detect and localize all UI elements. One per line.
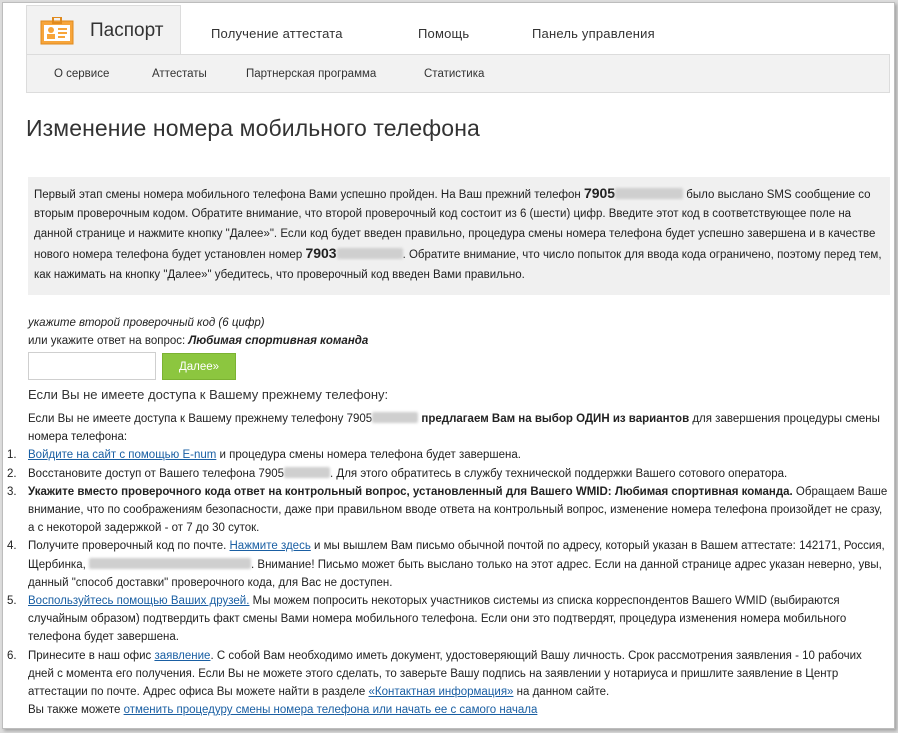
- options-intro: Если Вы не имеете доступа к Вашему прежнему телефону 7905 предлагаем Вам на выбор ОДИН из вариантов для завершения процедуры смены номера телефона:: [28, 413, 880, 444]
- application-link[interactable]: заявление: [154, 649, 211, 662]
- info-text-3: . Обратите внимание, что число попыток для ввода кода ограничено, поэтому перед тем, как нажимать на кнопку "Далее»" убедитесь, что проверочный код введен Вами правильно.: [34, 249, 882, 281]
- option-item: 6. Принесите в наш офис заявление. С собой Вам необходимо иметь документ, удостоверяющий Вашу личность. Срок рассмотрения заявления - 10 рабочих дней с момента его получения. Если Вы не можете этого сделать, то заверьте Вашу подпись на заявлении у нотариуса и пришлите заявление в Центр аттестации по почте. Адрес офиса Вы можете найти в разделе «Контактная информация» на данном сайте.: [7, 649, 862, 699]
- nav-link-help[interactable]: Помощь: [418, 26, 470, 41]
- hidden-address: [89, 558, 251, 569]
- enum-login-link[interactable]: Войдите на сайт с помощью E-num: [28, 449, 217, 462]
- new-phone-number: 7903: [305, 245, 337, 262]
- subnav-link-partner-program[interactable]: Партнерская программа: [246, 68, 377, 80]
- hidden-digits: [615, 188, 683, 199]
- info-message: [28, 177, 890, 295]
- old-phone-number: 7905: [583, 185, 616, 201]
- no-access-heading: Если Вы не имеете доступа к Вашему прежнему телефону:: [28, 387, 389, 402]
- info-text-2: было выслано SMS сообщение со вторым проверочным кодом. Обратите внимание, что второй проверочный код состоит из 6 (шести) цифр. Введите этот код в соответствующее поле на данной странице и нажмите кнопку "Далее»". Если код будет введен правильно, процедура смены номера телефона будет успешно завершена и в качестве нового номера телефона будет установлен номер: [34, 189, 876, 262]
- next-button[interactable]: Далее»: [162, 353, 236, 380]
- hidden-digits: [372, 412, 418, 423]
- hidden-digits: [337, 248, 403, 259]
- nav-link-get-certificate[interactable]: Получение аттестата: [211, 26, 343, 41]
- option-item: 2. Восстановите доступ от Вашего телефона 7905 . Для этого обратитесь в службу технической поддержки Вашего сотового оператора.: [7, 467, 788, 480]
- subnav-link-certificates[interactable]: Аттестаты: [152, 68, 207, 80]
- option-item: 3. Укажите вместо проверочного кода ответ на контрольный вопрос, установленный для Вашего WMID: Любимая спортивная команда. Обращаем Ваше внимание, что по соображениям безопасности, даже при правильном вводе ответа на контрольный вопрос, изменение номера телефона произойдет не сразу, а с некоторой задержкой - от 7 до 30 суток.: [7, 485, 888, 535]
- question-hint: или укажите ответ на вопрос: Любимая спортивная команда: [28, 335, 369, 347]
- subnav-link-statistics[interactable]: Статистика: [424, 68, 485, 80]
- cancel-procedure-link[interactable]: отменить процедуру смены номера телефона или начать ее с самого начала: [123, 704, 538, 717]
- options-section: [7, 410, 890, 719]
- top-navigation: [3, 3, 894, 55]
- hidden-digits: [284, 467, 330, 478]
- nav-link-control-panel[interactable]: Панель управления: [532, 26, 655, 41]
- page-title: Изменение номера мобильного телефона: [26, 115, 480, 141]
- code-hint: укажите второй проверочный код (6 цифр): [28, 317, 265, 329]
- subnav-link-about[interactable]: О сервисе: [54, 68, 110, 80]
- mail-code-link[interactable]: Нажмите здесь: [229, 540, 311, 553]
- brand-tab[interactable]: [26, 5, 181, 55]
- info-text-1: Первый этап смены номера мобильного телефона Вами успешно пройден. На Ваш прежний телефон: [34, 189, 584, 201]
- brand-name: Паспорт: [90, 20, 164, 41]
- sub-navigation: [26, 54, 890, 93]
- verification-code-input[interactable]: [28, 352, 156, 380]
- option-item: 1. Войдите на сайт с помощью E-num и процедура смены номера телефона будет завершена.: [7, 449, 521, 462]
- passport-icon: [40, 17, 74, 45]
- security-question: Любимая спортивная команда: [188, 335, 369, 347]
- option-item: 4. Получите проверочный код по почте. Нажмите здесь и мы вышлем Вам письмо обычной почтой по адресу, который указан в Вашем аттестате: 142171, Россия, Щербинка, . Внимание! Письмо может быть выслано только на этот адрес. Если на данной странице адрес указан неверно, увы, данный "способ доставки" проверочного кода, для Вас не доступен.: [7, 540, 885, 589]
- page-frame: [2, 2, 895, 729]
- options-list: [7, 446, 890, 701]
- cancel-line: Вы также можете отменить процедуру смены номера телефона или начать ее с самого начала: [28, 704, 538, 717]
- contact-info-link[interactable]: «Контактная информация»: [368, 686, 514, 699]
- friends-help-link[interactable]: Воспользуйтесь помощью Ваших друзей.: [28, 595, 250, 608]
- option-item: 5. Воспользуйтесь помощью Ваших друзей. Мы можем попросить некоторых участников системы из списка корреспондентов Вашего WMID (выбираются случайным образом) подтвердить факт смены Вами номера мобильного телефона. Если они это подтвердят, процедура изменения номера мобильного телефона будет завершена.: [7, 595, 847, 644]
